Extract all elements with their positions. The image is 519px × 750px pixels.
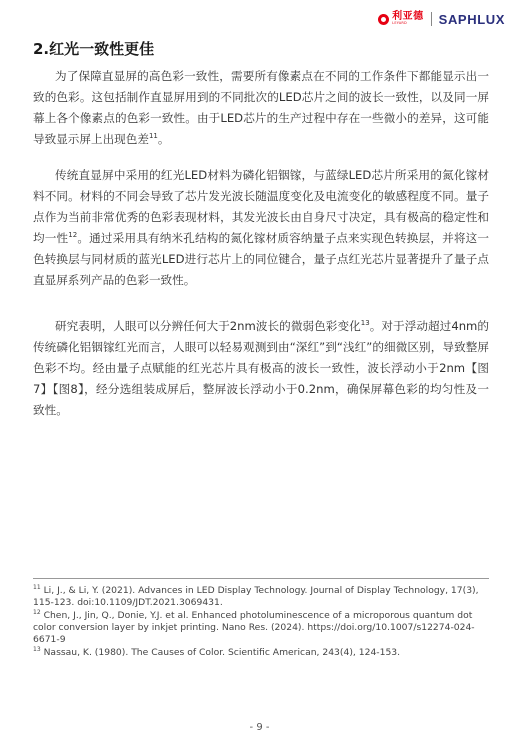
paragraph-2: [33, 165, 489, 291]
paragraph-2-text: 传统直显屏中采用的红光LED材料为磷化铝铟镓，与蓝绿LED芯片所采用的氮化镓材料不同。材料的不同会导致了芯片发光波长随温度变化及电流变化的敏感程度不同。量子点作为当前非常优秀的色彩表现材料，其发光波长由自身尺寸决定，具有极高的稳定性和均一性: [33, 168, 489, 245]
page-number: - 9 -: [249, 722, 270, 733]
footnote-13: [33, 647, 489, 659]
leyard-logo-text: 利亚德: [392, 11, 424, 23]
paragraph-1-text: 为了保障直显屏的高色彩一致性，需要所有像素点在不同的工作条件下都能显示出一致的色彩。这包括制作直显屏用到的不同批次的LED芯片之间的波长一致性，以及同一屏幕上各个像素点的色彩一致性。由于LED芯片的生产过程中存在一些微小的差异，这可能导致显示屏上出现色差: [33, 69, 489, 146]
footnotes: [33, 585, 489, 660]
footnote-12: [33, 610, 489, 647]
footnote-ref-13[interactable]: 13: [360, 319, 370, 328]
leyard-logo: [378, 12, 424, 26]
footnote-number: 11: [33, 583, 41, 591]
paragraph-3-tail: 。对于浮动超过4nm的传统磷化铝铟镓红光而言，人眼可以轻易观测到由“深红”到“浅红”的细微区别，导致整屏色彩不均。经由量子点赋能的红光芯片具有极高的波长一致性，波长浮动小于2nm【图7】【图8】，经分选组装成屏后，整屏波长浮动小于0.2nm，确保屏幕色彩的均匀性及一致性。: [33, 319, 489, 417]
leyard-logo-icon: [378, 14, 389, 25]
footnote-text: Nassau, K. (1980). The Causes of Color. Scientific American, 243(4), 124-153.: [43, 647, 401, 659]
footnote-divider: [33, 578, 489, 579]
page-header: [378, 10, 505, 28]
leyard-logo-subtext: LEYARD: [392, 21, 407, 26]
footnote-number: 12: [33, 608, 41, 616]
paragraph-1: [33, 66, 489, 150]
footnote-text: Chen, J., Jin, Q., Donie, Y.J. et al. Enhanced photoluminescence of a microporous quantum dot color conversion layer by inkjet printing. Nano Res. (2024). https://doi.org/10.1007/s12274-024-6671-9: [33, 609, 475, 646]
footnote-ref-12[interactable]: 12: [68, 231, 78, 240]
footnote-ref-11[interactable]: 11: [148, 132, 158, 141]
paragraph-3: [33, 316, 489, 421]
saphlux-logo: SAPHLUX: [438, 11, 505, 27]
footnote-11: [33, 585, 489, 609]
section-title: 2.红光一致性更佳: [33, 40, 155, 58]
paragraph-1-tail: 。: [157, 132, 170, 146]
footnote-text: Li, J., & Li, Y. (2021). Advances in LED Display Technology. Journal of Display Technology, 17(3), 115-123. doi:10.1109/JDT.2021.3069431.: [33, 585, 479, 609]
paragraph-3-text: 研究表明，人眼可以分辨任何大于2nm波长的微弱色彩变化: [55, 319, 361, 333]
footnote-number: 13: [33, 645, 41, 653]
paragraph-2-tail: 。通过采用具有纳米孔结构的氮化镓材质容纳量子点来实现色转换层，并将这一色转换层与同材质的蓝光LED进行芯片上的同位键合，量子点红光芯片显著提升了量子点直显屏系列产品的色彩一致性。: [33, 231, 489, 287]
header-divider: [431, 12, 432, 26]
